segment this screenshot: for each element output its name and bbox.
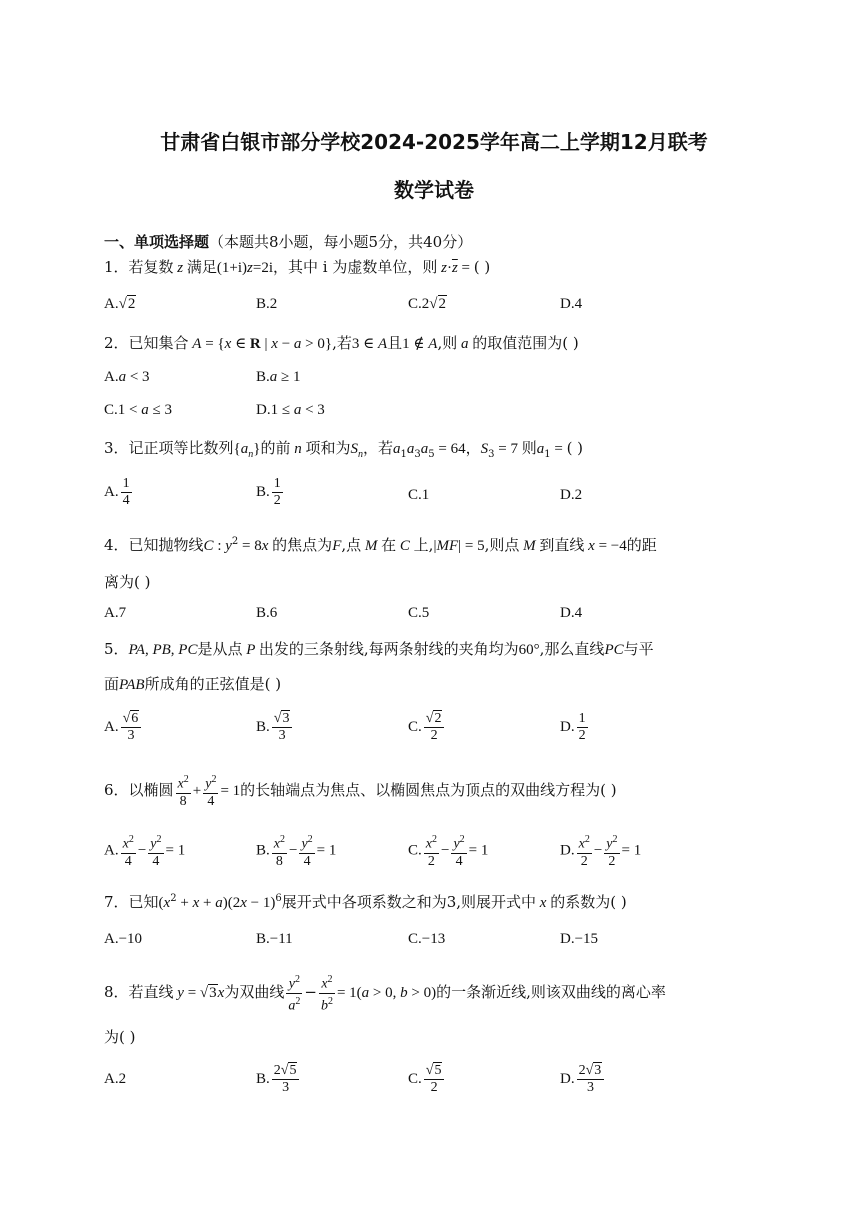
option-c[interactable]: C. $\frac{√5}{2}$: [408, 1063, 446, 1096]
q3-text-e: ，: [465, 439, 481, 457]
q3-text-d: ，若: [362, 439, 393, 457]
question-7-stem: 7．已知$(x^2 + x + a)(2x - 1)^6$展开式中各项系数之和为3,则展开式中 x 的系数为( ): [104, 893, 627, 911]
option-d[interactable]: D.−15: [560, 931, 599, 947]
option-a[interactable]: A.−10: [104, 931, 143, 947]
question-5-options: [104, 711, 804, 751]
question-7-options: [104, 931, 804, 971]
option-c[interactable]: C.2√2: [408, 296, 446, 312]
q7-text-b: 展开式中各项系数之和为3,则展开式中: [281, 893, 537, 911]
q4-text-b: 的焦点为: [272, 536, 333, 554]
q5-text-e: 与平: [623, 640, 654, 658]
option-d[interactable]: D. $\frac{x^2}{2}$ − $\frac{y^2}{2}$ = 1: [560, 834, 642, 869]
option-c[interactable]: C.1: [408, 487, 430, 503]
option-a[interactable]: A. $\frac{x^2}{4}$ − $\frac{y^2}{4}$ = 1: [104, 834, 186, 869]
q3-text-b: 的前: [260, 439, 291, 457]
question-5-stem-line2: 面PAB所成角的正弦值是( ): [104, 675, 282, 693]
q8-text-a: 8．若直线: [104, 983, 174, 1002]
option-a[interactable]: A. $\frac{√6}{3}$: [104, 711, 143, 744]
q5-text-a: 5．: [104, 640, 129, 658]
q5-text-b: 是从点: [197, 640, 243, 658]
option-c[interactable]: C.1 < a ≤ 3: [104, 402, 172, 418]
q8-text-b: 为双曲线: [224, 983, 285, 1002]
page-subtitle: 数学试卷: [394, 178, 474, 202]
q7-text-a: 7．已知: [104, 893, 159, 911]
question-1-options: [104, 296, 804, 336]
q2-text-d: ,则: [437, 334, 458, 352]
q2-text-a: 2．已知集合: [104, 334, 189, 352]
option-b[interactable]: B.2: [256, 296, 278, 312]
option-a[interactable]: A.a < 3: [104, 369, 150, 385]
question-8-options: [104, 1063, 804, 1103]
q5-text-d: ,那么直线: [539, 640, 605, 658]
option-c[interactable]: C. $\frac{√2}{2}$: [408, 711, 446, 744]
question-4-stem-line2: 离为( ): [104, 573, 151, 591]
q4-text-c: ,点: [341, 536, 362, 554]
q3-text-f: 则: [521, 439, 537, 457]
q1-text-d: ( ): [473, 258, 491, 276]
question-8-stem-line2: 为( ): [104, 1028, 136, 1046]
option-b[interactable]: B.6: [256, 605, 278, 621]
option-c[interactable]: C.−13: [408, 931, 446, 947]
q3-text-a: 3．记正项等比数列: [104, 439, 234, 457]
q3-text-c: 项和为: [305, 439, 351, 457]
question-2-stem: 2．已知集合 A = {x ∈ R | x − a > 0},若3 ∈ A且1 ∉ A,则 a 的取值范围为( ): [104, 334, 579, 352]
question-3-stem: 3．记正项等比数列$\{a_n\}$的前 n 项和为$S_n$，若$a_1a_3a_5 = 64$，$S_3 = 7$ 则$a_1$ = ( ): [104, 439, 584, 460]
q1-text-b: 满足: [186, 258, 217, 276]
q4-text-f: ,则点: [484, 536, 520, 554]
q4-text-a: 4．已知抛物线: [104, 536, 204, 554]
section-title: 一、单项选择题: [104, 233, 210, 251]
option-b[interactable]: B. $\frac{√3}{3}$: [256, 711, 294, 744]
option-b[interactable]: B.a ≥ 1: [256, 369, 301, 385]
q2-text-c: 且: [387, 334, 403, 352]
section-note: （本题共8小题，每小题5分，共40分）: [209, 233, 473, 251]
page-title: 甘肃省白银市部分学校2024-2025学年高二上学期12月联考: [160, 130, 708, 154]
q5-text-c: 出发的三条射线,每两条射线的夹角均为: [258, 640, 519, 658]
question-3-options: [104, 476, 804, 516]
option-d[interactable]: D. $\frac{1}{2}$: [560, 711, 586, 743]
q4-text-g: 到直线: [539, 536, 585, 554]
q4-text-e: 上,: [413, 536, 434, 554]
q2-text-e: 的取值范围为( ): [472, 334, 579, 352]
option-c[interactable]: C. $\frac{x^2}{2}$ − $\frac{y^2}{4}$ = 1: [408, 834, 489, 869]
question-4-stem: 4．已知抛物线C : $y^2 = 8x$ 的焦点为F,点 M 在 C 上,|MF| = 5,则点 M 到直线 x = −4的距: [104, 536, 657, 554]
q4-text-d: 在: [381, 536, 397, 554]
q7-text-c: 的系数为( ): [550, 893, 627, 911]
q2-text-b: ,若: [332, 334, 352, 352]
q8-text-c: 的一条渐近线,则该双曲线的离心率: [436, 983, 666, 1002]
question-6-stem: 6．以椭圆 $\frac{x^2}{8}$ + $\frac{y^2}{4}$ = 1的长轴端点为焦点、以椭圆焦点为顶点的双曲线方程为( ): [104, 774, 617, 809]
option-b[interactable]: B. $\frac{x^2}{8}$ − $\frac{y^2}{4}$ = 1: [256, 834, 337, 869]
option-a[interactable]: A.7: [104, 605, 127, 621]
option-b[interactable]: B.−11: [256, 931, 293, 947]
option-a[interactable]: A.2: [104, 1071, 127, 1087]
option-d[interactable]: D.4: [560, 296, 583, 312]
option-d[interactable]: D.2: [560, 487, 583, 503]
option-d[interactable]: D.4: [560, 605, 583, 621]
section-heading: [104, 231, 472, 252]
q1-text-a: 1．若复数: [104, 258, 174, 276]
option-c[interactable]: C.5: [408, 605, 430, 621]
option-b[interactable]: B. $\frac{2√5}{3}$: [256, 1063, 301, 1096]
question-8-stem: 8．若直线 y = √3x为双曲线 $\frac{y^2}{a^2}$ − $\frac{x^2}{b^2}$ = 1(a > 0, b > 0)的一条渐近线,则该双曲线的离心率: [104, 974, 666, 1014]
question-1-stem: 1．若复数 z 满足(1+i)z=2i，其中 i 为虚数单位，则 $z\cdot\overline{z}$ = ( ): [104, 258, 491, 276]
q4-text-h: 的距: [626, 536, 657, 554]
option-d[interactable]: D.1 ≤ a < 3: [256, 402, 325, 418]
question-6-options: [104, 832, 804, 872]
question-5-stem: 5．PA, PB, PC是从点 P 出发的三条射线,每两条射线的夹角均为60°,那么直线PC与平: [104, 640, 654, 658]
q1-text-c: ，其中 i 为虚数单位，则: [273, 258, 438, 276]
option-b[interactable]: B. $\frac{1}{2}$: [256, 476, 281, 508]
q3-text-g: ( ): [566, 439, 584, 457]
q6-text-a: 6．以椭圆: [104, 780, 174, 799]
option-d[interactable]: D. $\frac{2√3}{3}$: [560, 1063, 606, 1096]
option-a[interactable]: A. $\frac{1}{4}$: [104, 476, 130, 508]
option-a[interactable]: A.√2: [104, 296, 136, 312]
q6-text-b: 的长轴端点为焦点、以椭圆焦点为顶点的双曲线方程为( ): [240, 780, 617, 799]
